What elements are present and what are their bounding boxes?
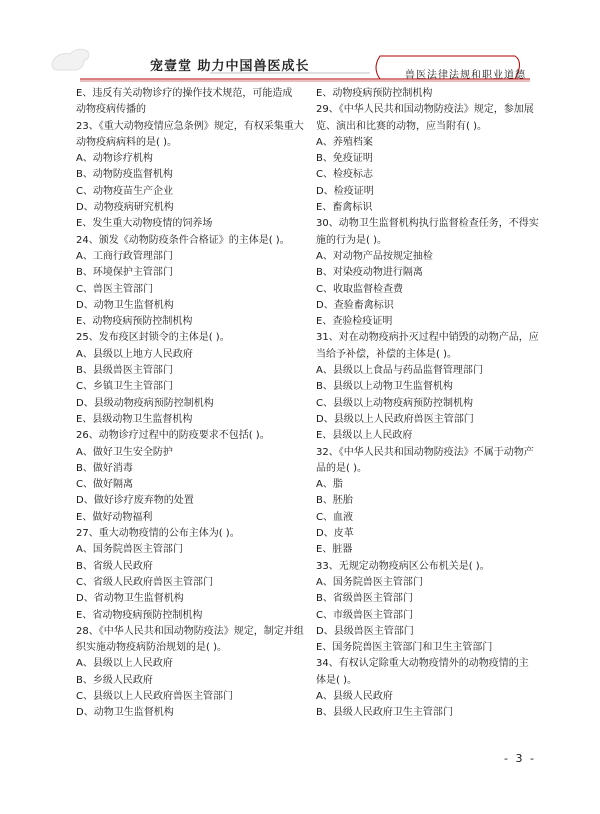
- text-line: E、动物疫病预防控制机构: [316, 88, 433, 99]
- text-line: 动物疫病病料的是( )。: [76, 136, 177, 148]
- text-line: 动物疫病传播的: [76, 104, 146, 116]
- text-line: 33、无规定动物疫病区公布机关是( )。: [316, 560, 490, 572]
- text-line: 当给予补偿，补偿的主体是( )。: [316, 348, 457, 360]
- text-line: B、胚胎: [316, 495, 353, 507]
- text-line: A、工商行政管理部门: [76, 250, 173, 262]
- text-line: A、国务院兽医主管部门: [76, 544, 183, 556]
- text-line: 体是( )。: [316, 674, 357, 686]
- text-line: A、国务院兽医主管部门: [316, 576, 423, 588]
- text-line: B、环境保护主管部门: [76, 267, 173, 279]
- text-line: C、收取监督检查费: [316, 283, 403, 295]
- text-line: C、动物疫苗生产企业: [76, 185, 173, 197]
- text-line: B、乡级人民政府: [76, 674, 153, 686]
- text-line: E、省动物疫病预防控制机构: [76, 609, 203, 621]
- text-line: C、省级人民政府兽医主管部门: [76, 576, 213, 588]
- text-line: E、脏器: [316, 544, 353, 556]
- text-line: A、对动物产品按规定抽检: [316, 250, 433, 262]
- text-line: B、动物防疫监督机构: [76, 169, 173, 181]
- text-line: E、查验检疫证明: [316, 316, 393, 328]
- text-line: 览、演出和比赛的动物，应当附有( )。: [316, 120, 487, 132]
- text-line: B、县级以上动物卫生监督机构: [316, 381, 453, 393]
- text-line: C、血液: [316, 511, 353, 523]
- text-line: D、做好诊疗废弃物的处置: [76, 495, 194, 507]
- text-line: A、县级人民政府: [316, 690, 393, 702]
- text-line: 29、《中华人民共和国动物防疫法》规定，参加展: [316, 104, 534, 116]
- text-line: 24、颁发《动物防疫条件合格证》的主体是( )。: [76, 234, 290, 246]
- text-line: C、做好隔离: [76, 479, 133, 491]
- text-line: D、查验畜禽标识: [316, 299, 394, 311]
- right-column: [316, 86, 548, 722]
- text-line: 34、有权认定除重大动物疫情外的动物疫情的主: [316, 658, 529, 670]
- text-line: A、养殖档案: [316, 136, 373, 148]
- text-line: D、县级以上人民政府兽医主管部门: [316, 413, 474, 425]
- text-line: 织实施动物疫病防治规划的是( )。: [76, 642, 227, 654]
- left-column: [76, 86, 308, 722]
- text-line: B、省级兽医主管部门: [316, 593, 413, 605]
- text-line: 23、《重大动物疫情应急条例》规定，有权采集重大: [76, 120, 304, 132]
- text-line: D、动物卫生监督机构: [76, 299, 174, 311]
- page-header: [0, 0, 600, 90]
- text-line: B、县级人民政府卫生主管部门: [316, 707, 453, 719]
- text-line: D、动物疫病研究机构: [76, 202, 174, 214]
- text-line: E、畜禽标识: [316, 202, 373, 214]
- text-line: E、做好动物福利: [76, 511, 153, 523]
- text-line: A、做好卫生安全防护: [76, 446, 173, 458]
- text-line: C、市级兽医主管部门: [316, 609, 413, 621]
- text-line: B、免疫证明: [316, 153, 373, 165]
- header-section-title: 兽医法律法规和职业道德: [405, 70, 526, 81]
- text-line: E、县级动物卫生监督机构: [76, 413, 193, 425]
- text-line: 品的是( )。: [316, 462, 367, 474]
- text-line: A、县级以上食品与药品监督管理部门: [316, 365, 483, 377]
- text-line: D、县级兽医主管部门: [316, 625, 414, 637]
- text-line: 28、《中华人民共和国动物防疫法》规定，制定并组: [76, 625, 304, 637]
- text-line: E、违反有关动物诊疗的操作技术规范，可能造成: [76, 88, 293, 99]
- text-line: B、省级人民政府: [76, 560, 153, 572]
- text-line: A、县级以上地方人民政府: [76, 348, 193, 360]
- text-line: E、动物疫病预防控制机构: [76, 316, 193, 328]
- text-line: D、省动物卫生监督机构: [76, 593, 184, 605]
- page-number: - 3 -: [504, 752, 536, 765]
- text-line: C、县级以上动物疫病预防控制机构: [316, 397, 473, 409]
- text-line: 32、《中华人民共和国动物防疫法》不属于动物产: [316, 446, 534, 458]
- text-line: B、做好消毒: [76, 462, 133, 474]
- text-line: 31、对在动物疫病扑灭过程中销毁的动物产品，应: [316, 332, 539, 344]
- text-line: C、乡镇卫生主管部门: [76, 381, 173, 393]
- header-slogan: 宠壹堂 助力中国兽医成长: [150, 59, 310, 74]
- text-line: 25、发布疫区封锁令的主体是( )。: [76, 332, 230, 344]
- text-line: C、兽医主管部门: [76, 283, 153, 295]
- text-line: E、发生重大动物疫情的饲养场: [76, 218, 213, 230]
- text-line: B、对染疫动物进行隔离: [316, 267, 423, 279]
- text-line: 27、重大动物疫情的公布主体为( )。: [76, 528, 240, 540]
- text-line: E、县级以上人民政府: [316, 430, 413, 442]
- text-line: 26、动物诊疗过程中的防疫要求不包括( )。: [76, 430, 270, 442]
- text-line: D、县级动物疫病预防控制机构: [76, 397, 214, 409]
- text-line: D、皮革: [316, 528, 354, 540]
- text-line: A、脂: [316, 479, 343, 491]
- text-line: A、动物诊疗机构: [76, 153, 153, 165]
- text-line: B、县级兽医主管部门: [76, 365, 173, 377]
- text-line: A、县级以上人民政府: [76, 658, 173, 670]
- text-line: E、国务院兽医主管部门和卫生主管部门: [316, 642, 493, 654]
- text-line: D、动物卫生监督机构: [76, 707, 174, 719]
- text-line: C、县级以上人民政府兽医主管部门: [76, 690, 233, 702]
- text-line: C、检疫标志: [316, 169, 373, 181]
- text-line: 施的行为是( )。: [316, 234, 387, 246]
- text-line: 30、动物卫生监督机构执行监督检查任务，不得实: [316, 218, 539, 230]
- text-line: D、检疫证明: [316, 185, 374, 197]
